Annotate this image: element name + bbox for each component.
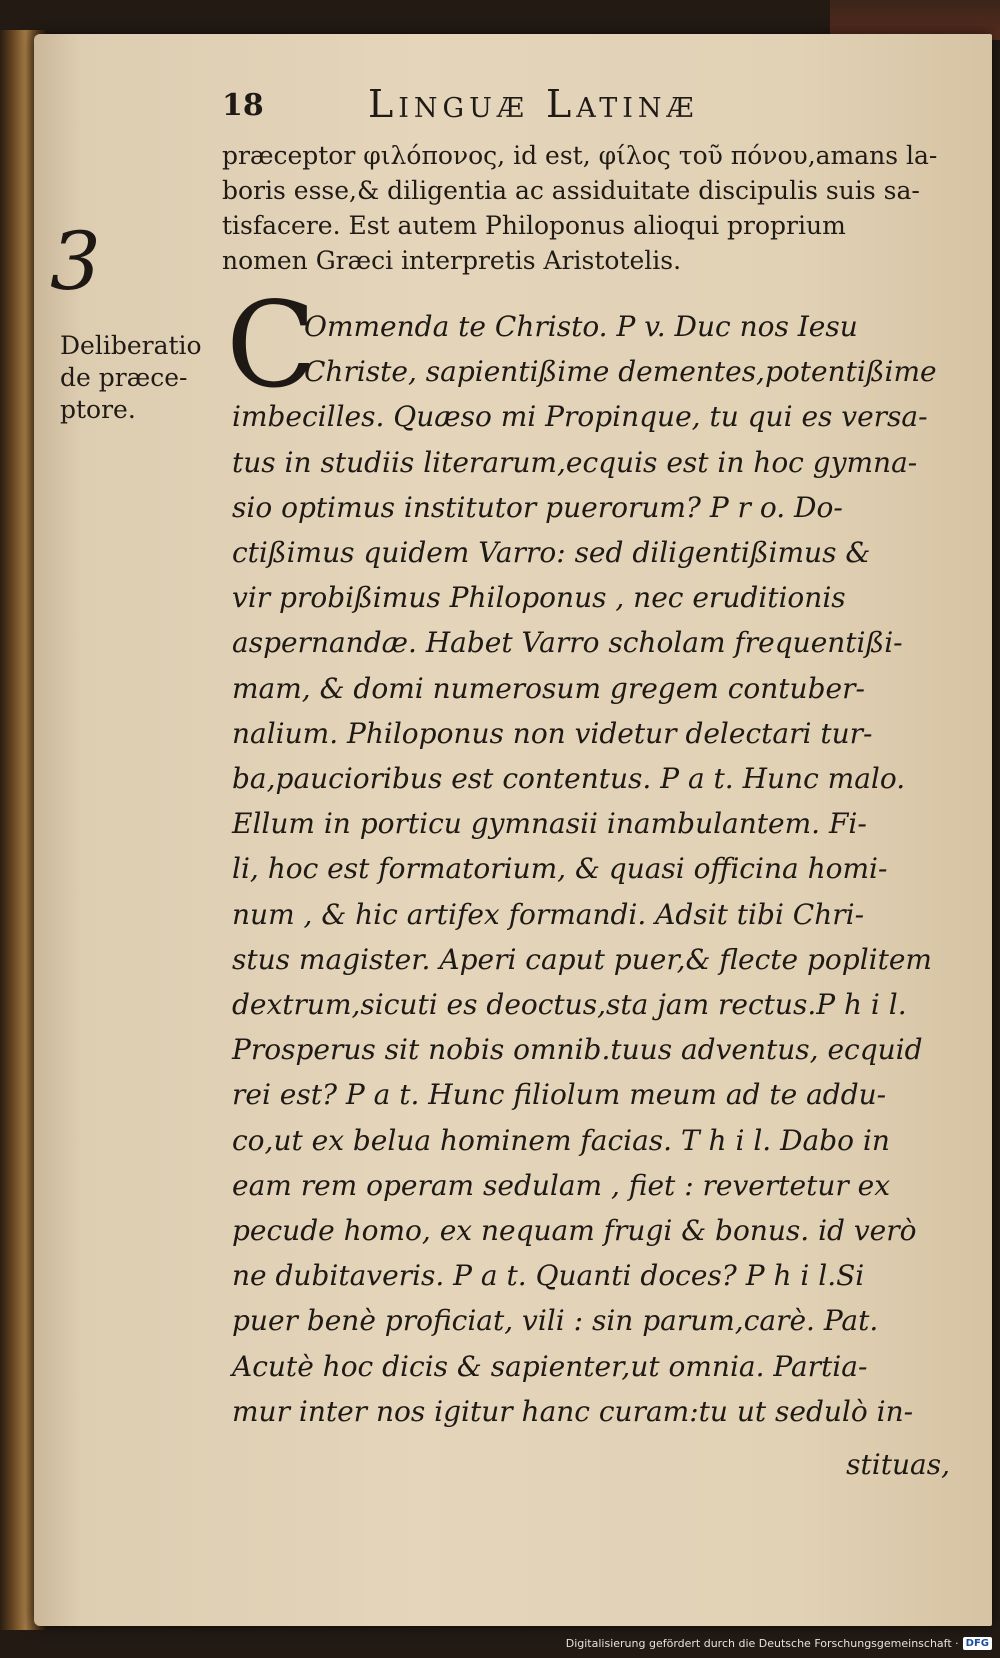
margin-note-line: ptore. bbox=[60, 395, 136, 424]
margin-note bbox=[60, 330, 230, 426]
gloss-line: præceptor φιλόπονος, id est, φίλος τοῦ πόνου,amans la- bbox=[222, 141, 938, 170]
drop-initial: C bbox=[226, 276, 317, 414]
text-line: dextrum,sicuti es deoctus,sta jam rectus.P h i l. bbox=[232, 988, 907, 1022]
text-line: mam, & domi numerosum gregem contuber- bbox=[232, 671, 865, 705]
text-line: vir probißimus Philoponus , nec eruditionis bbox=[232, 581, 846, 615]
text-line: ctißimus quidem Varro: sed diligentißimus & bbox=[232, 536, 871, 570]
running-head: Linguæ Latinæ bbox=[368, 82, 699, 126]
gloss-paragraph bbox=[222, 138, 957, 278]
text-line: eam rem operam sedulam , fiet : revertetur ex bbox=[232, 1168, 891, 1202]
dfg-logo: DFG bbox=[963, 1637, 992, 1650]
text-line: Acutè hoc dicis & sapienter,ut omnia. Partia- bbox=[232, 1349, 868, 1383]
credit-text: Digitalisierung gefördert durch die Deutsche Forschungsgemeinschaft · bbox=[565, 1637, 959, 1650]
text-line: co,ut ex belua hominem facias. T h i l. Dabo in bbox=[232, 1123, 890, 1157]
text-line: aspernandæ. Habet Varro scholam frequentißi- bbox=[232, 626, 903, 660]
section-number: 3 bbox=[50, 215, 101, 308]
text-line: pecude homo, ex nequam frugi & bonus. id verò bbox=[232, 1214, 917, 1248]
margin-note-line: de præce- bbox=[60, 363, 188, 392]
text-line: tus in studiis literarum,ecquis est in hoc gymna- bbox=[232, 445, 918, 479]
text-line: stus magister. Aperi caput puer,& flecte poplitem bbox=[232, 942, 932, 976]
text-line: ba,paucioribus est contentus. P a t. Hunc malo. bbox=[232, 762, 906, 796]
text-line: mur inter nos igitur hanc curam:tu ut sedulò in- bbox=[232, 1394, 914, 1428]
text-line: imbecilles. Quæso mi Propinque, tu qui es versa- bbox=[232, 400, 928, 434]
gloss-line: nomen Græci interpretis Aristotelis. bbox=[222, 246, 682, 275]
text-line: Christe, sapientißime dementes,potentißime bbox=[304, 355, 937, 389]
page-number: 18 bbox=[222, 88, 264, 123]
gloss-line: boris esse,& diligentia ac assiduitate discipulis suis sa- bbox=[222, 176, 920, 205]
text-line: rei est? P a t. Hunc filiolum meum ad te addu- bbox=[232, 1078, 887, 1112]
catchword: stituas, bbox=[846, 1448, 950, 1481]
text-line: sio optimus institutor puerorum? P r o. Do- bbox=[232, 490, 843, 524]
text-line: nalium. Philoponus non videtur delectari tur- bbox=[232, 716, 873, 750]
text-line: puer benè proficiat, vili : sin parum,carè. Pat. bbox=[232, 1304, 879, 1338]
text-line: li, hoc est formatorium, & quasi officina homi- bbox=[232, 852, 888, 886]
margin-note-line: Deliberatio bbox=[60, 331, 202, 360]
text-line: ne dubitaveris. P a t. Quanti doces? P h i l.Si bbox=[232, 1259, 865, 1293]
digitization-credit bbox=[566, 1637, 992, 1650]
text-line: Ellum in porticu gymnasii inambulantem. Fi- bbox=[232, 807, 867, 841]
text-line: Ommenda te Christo. P v. Duc nos Iesu bbox=[304, 310, 858, 343]
text-line: num , & hic artifex formandi. Adsit tibi Chri- bbox=[232, 897, 865, 931]
dialogue-text bbox=[232, 304, 960, 1434]
gloss-line: tisfacere. Est autem Philoponus alioqui proprium bbox=[222, 211, 846, 240]
text-line: Prosperus sit nobis omnib.tuus adventus, ecquid bbox=[232, 1033, 923, 1067]
